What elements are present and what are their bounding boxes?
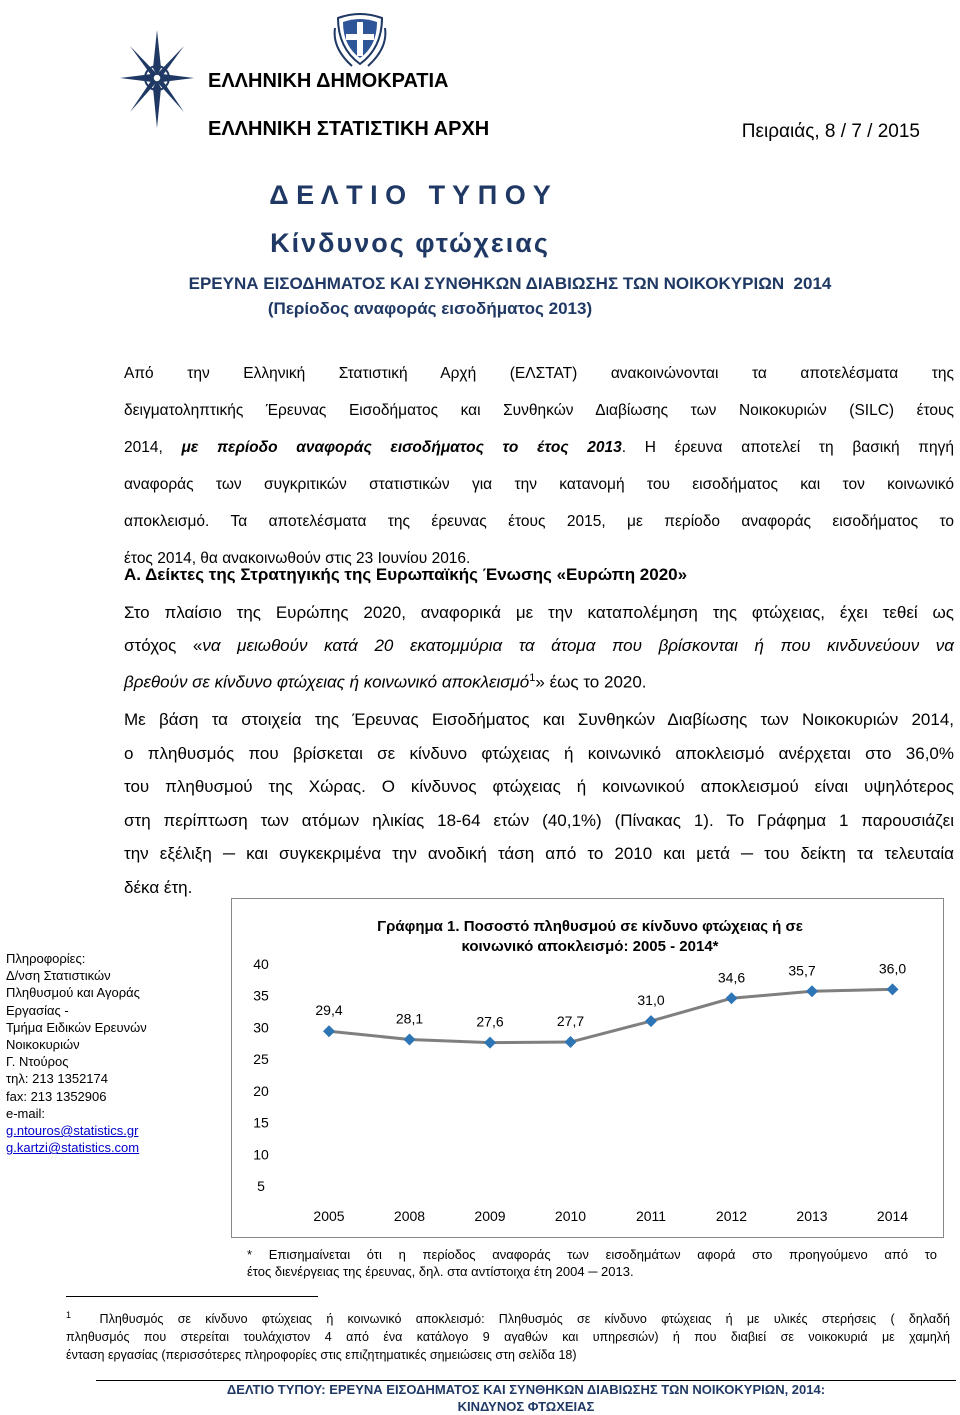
y-tick-label: 40 [253, 956, 269, 972]
press-release-title: Δ Ε Λ Τ Ι Ο Τ Υ Π Ο Υ [269, 180, 551, 210]
y-tick-label: 20 [253, 1082, 269, 1099]
intro-paragraph [124, 355, 954, 577]
intro-line: Από την Ελληνική Στατιστική Αρχή (ΕΛΣΤΑΤ) ανακοινώνονται τα αποτελέσματα της [124, 365, 954, 382]
page-footer [96, 1381, 956, 1415]
data-label: 29,4 [315, 1002, 343, 1019]
x-tick-label: 2008 [393, 1208, 426, 1224]
footnote-line: $^1$ Πληθυσμός σε κίνδυνο φτώχειας ή κοινωνικό αποκλεισμό: Πληθυσμός σε κίνδυνο φτώχειας ή με υλικές στερήσεις ( δηλαδή [66, 1310, 950, 1327]
section-a-paragraph-1 [124, 596, 954, 699]
sidebar-line: fax: 213 1352906 [6, 1088, 107, 1104]
intro-line: 2014, με περίοδο αναφοράς εισοδήματος το έτος 2013. Η έρευνα αποτελεί τη βασική πηγή [124, 439, 954, 456]
data-point-marker [887, 983, 899, 995]
data-point-marker [323, 1025, 335, 1037]
elstat-compass-logo [118, 28, 196, 130]
header-republic: ΕΛΛΗΝΙΚΗ ΔΗΜΟΚΡΑΤΙΑ [208, 70, 449, 92]
subject-title: Κίνδυνος φτώχειας [270, 228, 550, 258]
intro-line: αναφοράς των συγκριτικών στατιστικών για την κατανομή του εισοδήματος και τον κοινωνικό [124, 476, 954, 493]
reference-period: (Περίοδος αναφοράς εισοδήματος 2013) [267, 299, 593, 318]
sidebar-line: Πληροφορίες: [6, 951, 86, 966]
chart-note-line: έτος διενέργειας της έρευνας, δηλ. στα αντίστοιχα έτη 2004 ─ 2013. [247, 1264, 634, 1279]
y-tick-label: 35 [253, 987, 269, 1004]
footnote-line: πληθυσμός που στερείται τουλάχιστον 4 από ένα κατάλογο 9 αγαθών και υπηρεσιών) ή που διαβιεί σε νοικοκυριά με χαμηλή [66, 1330, 950, 1345]
intro-line: έτος 2014, θα ανακοινωθούν στις 23 Ιουνίου 2016. [124, 550, 471, 567]
page-footer-line: ΚΙΝΔΥΝΟΣ ΦΤΩΧΕΙΑΣ [457, 1399, 595, 1414]
chart-title-line-2: κοινωνικό αποκλεισμό: 2005 - 2014* [461, 938, 719, 955]
footnote-marker: 1 [66, 1310, 72, 1320]
email-link-kartzi[interactable]: g.kartzi@statistics.com [6, 1140, 140, 1156]
sidebar-line: Γ. Ντούρος [6, 1054, 69, 1070]
paragraph-line: του πληθυσμού της Χώρας. Ο κίνδυνος φτώχειας ή κοινωνικού αποκλεισμού είναι υψηλότερος [124, 777, 954, 796]
y-tick-label: 25 [253, 1051, 269, 1068]
survey-title: ΕΡΕΥΝΑ ΕΙΣΟΔΗΜΑΤΟΣ ΚΑΙ ΣΥΝΘΗΚΩΝ ΔΙΑΒΙΩΣΗΣ ΤΩΝ ΝΟΙΚΟΚΥΡΙΩΝ 2014 [188, 274, 832, 293]
intro-line: δειγματοληπτικής Έρευνας Εισοδήματος και Συνθηκών Διαβίωσης των Νοικοκυριών (SILC) έτους [124, 402, 954, 419]
paragraph-line: στη περίπτωση των ατόμων ηλικίας 18-64 ετών (40,1%) (Πίνακας 1). Το Γράφημα 1 παρουσιάζει [124, 810, 954, 830]
footnote-line: ένταση εργασίας (περισσότερες πληροφορίες στις επιζητηματικές σημειώσεις στη σελίδα 18) [66, 1348, 577, 1363]
data-point-marker [484, 1037, 496, 1049]
data-label: 27,7 [556, 1013, 585, 1030]
data-label: 34,6 [717, 969, 746, 986]
paragraph-line: ο πληθυσμός που βρίσκεται σε κίνδυνο φτώχειας ή κοινωνικό αποκλεισμό ανέρχεται στο 36,0% [124, 743, 954, 763]
footnote-ref: 1 [529, 672, 536, 684]
paragraph-line: Στο πλαίσιο της Ευρώπης 2020, αναφορικά με την καταπολέμηση της φτώχειας, έχει τεθεί ως [124, 603, 954, 622]
paragraph-line: την εξέλιξη ─ και συγκεκριμένα την ανοδική τάση από το 2010 και μετά ─ του δείκτη τα τελευταία [124, 844, 954, 863]
header-authority: ΕΛΛΗΝΙΚΗ ΣΤΑΤΙΣΤΙΚΗ ΑΡΧΗ [208, 118, 490, 140]
footnote [66, 1306, 950, 1364]
section-a-heading: Α. Δείκτες της Στρατηγικής της Ευρωπαϊκής Ένωσης «Ευρώπη 2020» [124, 565, 688, 584]
sidebar-line: τηλ: 213 1352174 [6, 1071, 109, 1087]
contact-sidebar [6, 950, 206, 1156]
data-label: 27,6 [476, 1013, 504, 1030]
data-point-marker [565, 1036, 577, 1048]
x-tick-label: 2005 [313, 1208, 345, 1224]
sidebar-line: Πληθυσμού και Αγοράς [6, 985, 140, 1001]
sidebar-line: Νοικοκυριών [6, 1037, 80, 1053]
sidebar-line: e-mail: [6, 1105, 46, 1121]
data-point-marker [726, 992, 738, 1004]
x-tick-label: 2014 [876, 1208, 909, 1224]
section-a-paragraph-2 [124, 703, 954, 904]
y-tick-label: 15 [253, 1114, 269, 1131]
data-label: 35,7 [788, 962, 816, 979]
place-date: Πειραιάς, 8 / 7 / 2015 [741, 121, 920, 142]
y-tick-label: 5 [257, 1178, 265, 1194]
data-label: 31,0 [637, 992, 665, 1009]
data-point-marker [404, 1033, 416, 1045]
data-label: 28,1 [395, 1010, 424, 1027]
y-tick-label: 10 [253, 1146, 269, 1163]
paragraph-line: βρεθούν σε κίνδυνο φτώχειας ή κοινωνικό αποκλεισμό$^1$» έως το 2020. [124, 672, 647, 692]
data-point-marker [806, 985, 818, 997]
chart-title-line-1: Γράφημα 1. Ποσοστό πληθυσμού σε κίνδυνο φτώχειας ή σε [377, 918, 803, 935]
sidebar-line: Εργασίας - [6, 1002, 69, 1018]
page-footer-line: ΔΕΛΤΙΟ ΤΥΠΟΥ: ΕΡΕΥΝΑ ΕΙΣΟΔΗΜΑΤΟΣ ΚΑΙ ΣΥΝΘΗΚΩΝ ΔΙΑΒΙΩΣΗΣ ΤΩΝ ΝΟΙΚΟΚΥΡΙΩΝ, 2014: [226, 1382, 826, 1397]
x-tick-label: 2010 [554, 1208, 587, 1224]
x-tick-label: 2012 [715, 1208, 748, 1224]
intro-line: αποκλεισμό. Τα αποτελέσματα της έρευνας έτους 2015, με περίοδο αναφοράς εισοδήματος το [124, 513, 954, 530]
footnote-divider [66, 1296, 318, 1297]
email-link-ntouros[interactable]: g.ntouros@statistics.gr [6, 1123, 139, 1139]
chart-note-line: * Επισημαίνεται ότι η περίοδος αναφοράς των εισοδημάτων αφορά στο προηγούμενο από το [247, 1247, 937, 1262]
sidebar-line: Τμήμα Ειδικών Ερευνών [6, 1019, 147, 1035]
chart-note [247, 1246, 937, 1280]
x-tick-label: 2011 [635, 1208, 667, 1224]
greek-coat-of-arms-icon [332, 8, 388, 70]
data-label: 36,0 [878, 960, 907, 977]
x-tick-label: 2013 [796, 1208, 828, 1224]
paragraph-line: δέκα έτη. [124, 877, 193, 897]
paragraph-line: στόχος «να μειωθούν κατά 20 εκατομμύρια τα άτομα που βρίσκονται ή που κινδυνεύουν να [124, 636, 955, 655]
y-tick-label: 30 [253, 1019, 269, 1036]
line-chart [231, 940, 944, 1230]
sidebar-line: Δ/νση Στατιστικών [6, 968, 111, 984]
data-point-marker [645, 1015, 657, 1027]
x-tick-label: 2009 [474, 1208, 506, 1224]
paragraph-line: Με βάση τα στοιχεία της Έρευνας Εισοδήματος και Συνθηκών Διαβίωσης των Νοικοκυριών 2014, [124, 710, 954, 729]
